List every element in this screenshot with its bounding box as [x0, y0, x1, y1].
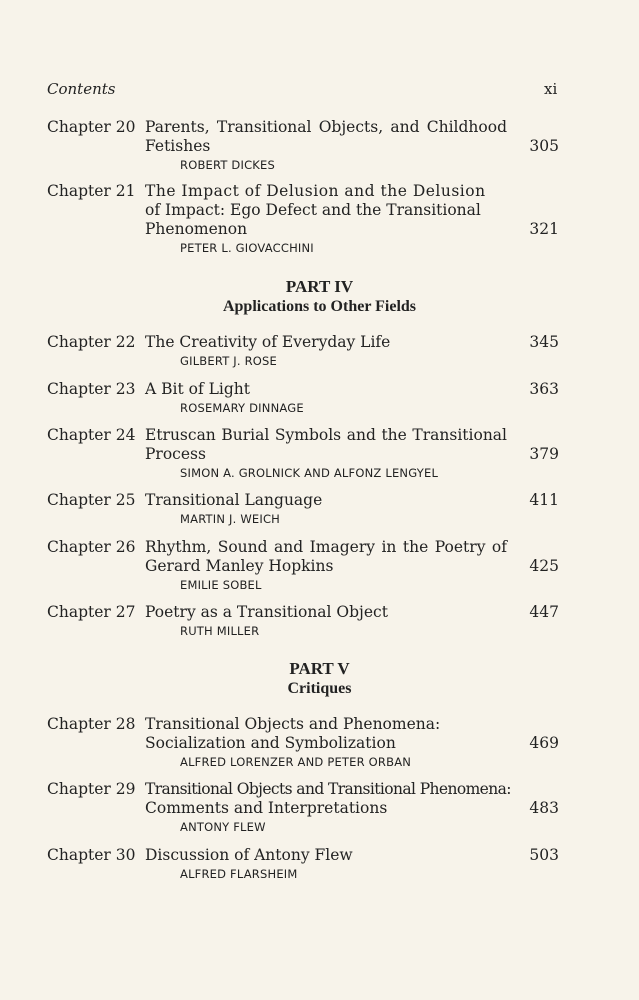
chapter-title-line: Gerard Manley Hopkins: [145, 557, 334, 575]
chapter-title: [145, 491, 507, 510]
chapter-label: Chapter 27: [47, 603, 136, 621]
chapter-title-line: A Bit of Light: [145, 380, 251, 398]
chapter-page-number: 345: [529, 333, 559, 351]
chapter-page-number: 379: [529, 445, 559, 463]
chapter-author: PETER L. GIOVACCHINI: [180, 241, 314, 255]
chapter-title: [145, 380, 507, 399]
chapter-author: ALFRED LORENZER AND PETER ORBAN: [180, 755, 412, 769]
chapter-label: Chapter 30: [47, 846, 136, 864]
chapter-title: [145, 715, 507, 753]
chapter-label: Chapter 20: [47, 118, 136, 136]
chapter-page-number: 483: [529, 799, 559, 817]
chapter-page-number: 425: [529, 557, 559, 575]
chapter-title: [145, 780, 511, 818]
chapter-title-line: Rhythm, Sound and Imagery in the Poetry of: [145, 538, 507, 556]
chapter-author: GILBERT J. ROSE: [180, 354, 278, 368]
chapter-author: ANTONY FLEW: [180, 820, 266, 834]
page-number-roman: xi: [544, 80, 558, 98]
chapter-page-number: 503: [529, 846, 559, 864]
chapter-author: RUTH MILLER: [180, 624, 260, 638]
chapter-title: [145, 118, 507, 156]
chapter-title-line: Transitional Language: [145, 491, 323, 509]
part-heading: [0, 659, 639, 699]
chapter-title: [145, 846, 507, 865]
chapter-label: Chapter 25: [47, 491, 136, 509]
chapter-author: MARTIN J. WEICH: [180, 512, 281, 526]
chapter-title: [145, 333, 507, 352]
part-name: Applications to Other Fields: [222, 298, 417, 315]
chapter-title-line: Parents, Transitional Objects, and Childhood: [145, 118, 507, 136]
part-number: PART V: [289, 659, 350, 678]
chapter-page-number: 305: [529, 137, 559, 155]
chapter-author: EMILIE SOBEL: [180, 578, 262, 592]
chapter-page-number: 363: [529, 380, 559, 398]
chapter-title-line: The Impact of Delusion and the Delusion: [145, 182, 486, 200]
chapter-title-line: Comments and Interpretations: [145, 799, 388, 817]
chapter-label: Chapter 24: [47, 426, 136, 444]
chapter-title-line: The Creativity of Everyday Life: [145, 333, 391, 351]
chapter-label: Chapter 26: [47, 538, 136, 556]
chapter-title-line: Fetishes: [145, 137, 211, 155]
chapter-label: Chapter 22: [47, 333, 136, 351]
chapter-title-line: Etruscan Burial Symbols and the Transitional: [145, 426, 507, 444]
chapter-author: ROSEMARY DINNAGE: [180, 401, 304, 415]
chapter-page-number: 321: [529, 220, 559, 238]
chapter-title-line: Transitional Objects and Transitional Phenomena:: [145, 780, 511, 798]
chapter-page-number: 447: [529, 603, 559, 621]
chapter-page-number: 469: [529, 734, 559, 752]
chapter-label: Chapter 29: [47, 780, 136, 798]
chapter-title: [145, 182, 507, 239]
chapter-author: ROBERT DICKES: [180, 158, 276, 172]
chapter-label: Chapter 23: [47, 380, 136, 398]
chapter-label: Chapter 21: [47, 182, 136, 200]
chapter-title: [145, 426, 507, 464]
chapter-title-line: Discussion of Antony Flew: [145, 846, 353, 864]
chapter-page-number: 411: [529, 491, 559, 509]
part-number: PART IV: [285, 277, 354, 296]
running-header-title: Contents: [47, 80, 116, 98]
chapter-title: [145, 538, 507, 576]
part-heading: [0, 277, 639, 317]
chapter-title-line: Socialization and Symbolization: [145, 734, 396, 752]
chapter-title-line: Phenomenon: [145, 220, 248, 238]
chapter-title-line: of Impact: Ego Defect and the Transitional: [145, 201, 481, 219]
chapter-author: SIMON A. GROLNICK AND ALFONZ LENGYEL: [180, 466, 439, 480]
chapter-title: [145, 603, 507, 622]
chapter-title-line: Transitional Objects and Phenomena:: [145, 715, 441, 733]
chapter-title-line: Process: [145, 445, 206, 463]
chapter-label: Chapter 28: [47, 715, 136, 733]
chapter-title-line: Poetry as a Transitional Object: [145, 603, 388, 621]
part-name: Critiques: [287, 680, 352, 697]
chapter-author: ALFRED FLARSHEIM: [180, 867, 298, 881]
